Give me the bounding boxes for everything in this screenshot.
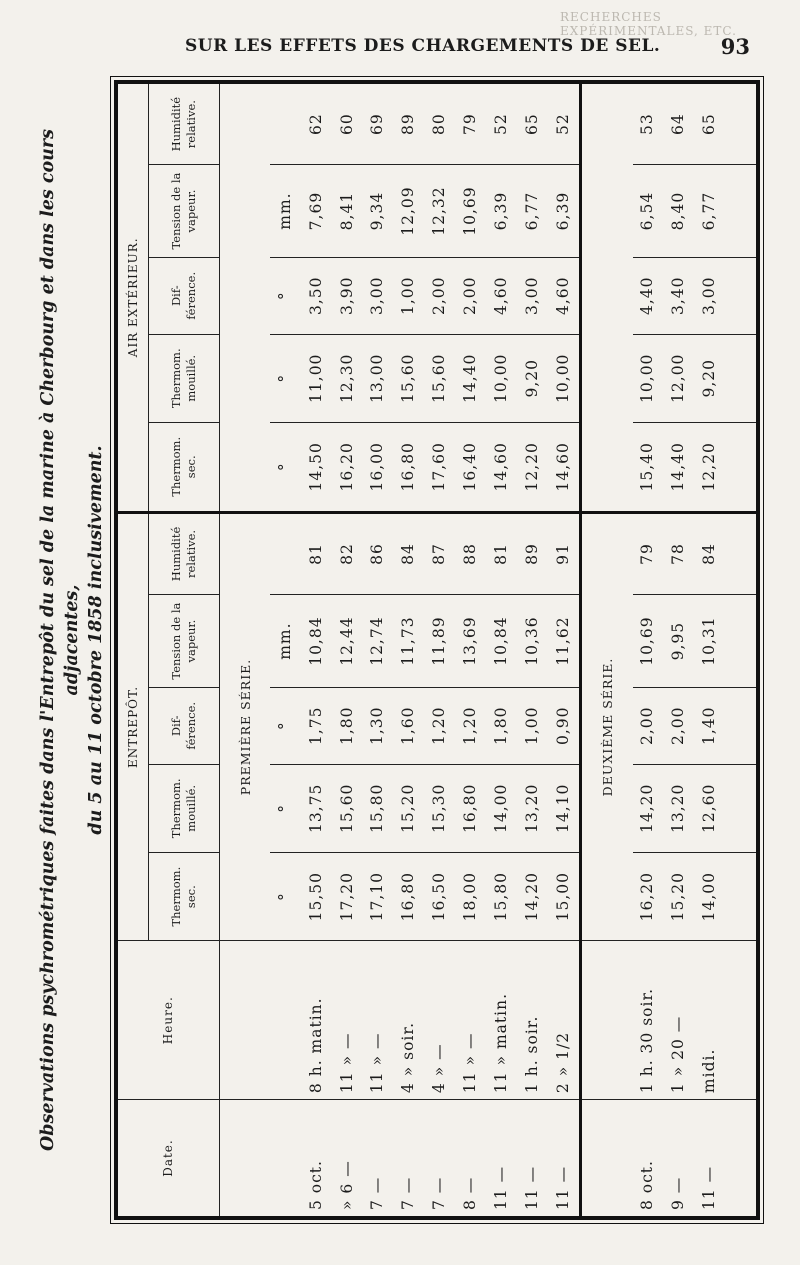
- cell-e-sec: 17,10: [363, 852, 394, 940]
- cell-e-mou: 14,00: [486, 764, 517, 852]
- cell-a-hum: 52: [486, 84, 517, 165]
- cell-a-sec: 16,00: [363, 422, 394, 512]
- cell-e-ten: 13,69: [455, 595, 486, 688]
- cell-e-ten: 11,73: [393, 595, 424, 688]
- cell-a-hum: 62: [301, 84, 332, 165]
- cell-hour: midi.: [694, 941, 725, 1100]
- cell-e-hum: 82: [332, 512, 363, 595]
- running-head-title: SUR LES EFFETS DES CHARGEMENTS DE SEL.: [185, 36, 661, 56]
- psychrometric-table: [114, 80, 760, 1220]
- cell-e-ten: 9,95: [663, 595, 694, 688]
- cell-a-hum: 53: [633, 84, 664, 165]
- cell-date: 8 oct.: [638, 1160, 657, 1210]
- cell-a-sec: 12,20: [694, 422, 725, 512]
- cell-e-sec: 15,80: [486, 852, 517, 940]
- cell-e-mou: 13,20: [663, 764, 694, 852]
- col-header-e-tension: Tension de la vapeur.: [149, 595, 220, 688]
- cell-a-ten: 7,69: [301, 165, 332, 258]
- cell-e-mou: 15,20: [393, 764, 424, 852]
- table-row: [393, 84, 424, 1216]
- cell-hour: 4 » soir.: [393, 941, 424, 1100]
- table-row: [547, 84, 580, 1216]
- table-row: [633, 84, 664, 1216]
- table-row: [363, 84, 394, 1216]
- cell-a-dif: 3,90: [332, 257, 363, 334]
- cell-a-sec: 14,60: [547, 422, 580, 512]
- cell-a-sec: 14,60: [486, 422, 517, 512]
- cell-e-mou: 15,80: [363, 764, 394, 852]
- cell-a-mou: 9,20: [694, 334, 725, 422]
- cell-a-hum: 65: [694, 84, 725, 165]
- table-row: [486, 84, 517, 1216]
- cell-date: » 6 —: [337, 1160, 356, 1210]
- cell-e-sec: 15,50: [301, 852, 332, 940]
- cell-a-ten: 8,41: [332, 165, 363, 258]
- cell-date: 11 —: [522, 1165, 541, 1210]
- cell-a-sec: 16,20: [332, 422, 363, 512]
- cell-a-ten: 6,39: [547, 165, 580, 258]
- cell-e-mou: 13,75: [301, 764, 332, 852]
- table-row: [424, 84, 455, 1216]
- cell-e-ten: 10,69: [633, 595, 664, 688]
- cell-e-dif: 1,20: [424, 687, 455, 764]
- col-header-a-mouille: Thermom. mouillé.: [149, 334, 220, 422]
- cell-e-hum: 86: [363, 512, 394, 595]
- running-head: [0, 36, 800, 62]
- cell-a-sec: 16,40: [455, 422, 486, 512]
- cell-e-ten: 12,74: [363, 595, 394, 688]
- unit-degree: °: [270, 257, 301, 334]
- cell-e-dif: 1,30: [363, 687, 394, 764]
- cell-e-dif: 1,75: [301, 687, 332, 764]
- cell-a-hum: 52: [547, 84, 580, 165]
- cell-a-mou: 15,60: [393, 334, 424, 422]
- cell-e-dif: 1,80: [486, 687, 517, 764]
- table-row: [694, 84, 725, 1216]
- cell-a-mou: 10,00: [633, 334, 664, 422]
- cell-a-dif: 3,00: [517, 257, 548, 334]
- cell-e-hum: 87: [424, 512, 455, 595]
- cell-a-hum: 60: [332, 84, 363, 165]
- unit-degree: °: [270, 764, 301, 852]
- cell-a-dif: 4,40: [633, 257, 664, 334]
- cell-hour: 11 » —: [332, 941, 363, 1100]
- col-header-date: Date.: [118, 1100, 220, 1216]
- cell-a-mou: 13,00: [363, 334, 394, 422]
- cell-e-dif: 1,00: [517, 687, 548, 764]
- cell-e-mou: 13,20: [517, 764, 548, 852]
- cell-date: 9 —: [669, 1176, 688, 1210]
- cell-a-sec: 17,60: [424, 422, 455, 512]
- cell-e-hum: 91: [547, 512, 580, 595]
- cell-hour: 4 » —: [424, 941, 455, 1100]
- cell-a-mou: 10,00: [547, 334, 580, 422]
- cell-date: 11 —: [700, 1165, 719, 1210]
- group-header-entrepot: ENTREPÔT.: [118, 512, 149, 941]
- cell-a-mou: 12,00: [663, 334, 694, 422]
- cell-e-ten: 10,84: [486, 595, 517, 688]
- cell-a-sec: 14,40: [663, 422, 694, 512]
- cell-e-dif: 1,60: [393, 687, 424, 764]
- cell-hour: 1 h. 30 soir.: [633, 941, 664, 1100]
- table-row: [663, 84, 694, 1216]
- cell-e-sec: 15,20: [663, 852, 694, 940]
- cell-e-hum: 84: [393, 512, 424, 595]
- col-header-a-humid: Humidité relative.: [149, 84, 220, 165]
- cell-date: 7 —: [399, 1176, 418, 1210]
- cell-a-mou: 10,00: [486, 334, 517, 422]
- cell-e-dif: 0,90: [547, 687, 580, 764]
- page-number: 93: [720, 34, 750, 59]
- cell-e-ten: 10,36: [517, 595, 548, 688]
- unit-mm: mm.: [270, 595, 301, 688]
- cell-a-sec: 16,80: [393, 422, 424, 512]
- cell-a-hum: 79: [455, 84, 486, 165]
- cell-a-ten: 9,34: [363, 165, 394, 258]
- cell-e-sec: 16,20: [633, 852, 664, 940]
- cell-hour: 8 h. matin.: [301, 941, 332, 1100]
- cell-hour: 1 h. soir.: [517, 941, 548, 1100]
- cell-e-sec: 16,50: [424, 852, 455, 940]
- cell-e-hum: 81: [301, 512, 332, 595]
- cell-a-hum: 65: [517, 84, 548, 165]
- col-header-e-humid: Humidité relative.: [149, 512, 220, 595]
- cell-a-ten: 6,77: [694, 165, 725, 258]
- cell-a-mou: 15,60: [424, 334, 455, 422]
- unit-degree: °: [270, 852, 301, 940]
- cell-a-ten: 12,09: [393, 165, 424, 258]
- cell-hour: 11 » —: [455, 941, 486, 1100]
- cell-e-ten: 12,44: [332, 595, 363, 688]
- cell-a-dif: 1,00: [393, 257, 424, 334]
- col-header-a-tension: Tension de la vapeur.: [149, 165, 220, 258]
- cell-a-mou: 14,40: [455, 334, 486, 422]
- table-row: [517, 84, 548, 1216]
- cell-a-hum: 64: [663, 84, 694, 165]
- cell-a-dif: 2,00: [424, 257, 455, 334]
- cell-hour: 1 » 20 —: [663, 941, 694, 1100]
- caption-line-2: du 5 au 11 octobre 1858 inclusivement.: [86, 445, 106, 835]
- cell-a-dif: 3,40: [663, 257, 694, 334]
- col-header-hour: Heure.: [118, 941, 220, 1100]
- cell-e-ten: 10,31: [694, 595, 725, 688]
- cell-e-hum: 78: [663, 512, 694, 595]
- cell-date: 11 —: [491, 1165, 510, 1210]
- caption-line-1: Observations psychrométriques faites dans l'Entrepôt du sel de la marine à Cherbourg et dans les cours adjacentes,: [38, 129, 82, 1151]
- cell-e-dif: 1,20: [455, 687, 486, 764]
- group-header-air: AIR EXTÉRIEUR.: [118, 84, 149, 512]
- cell-date: 8 —: [460, 1176, 479, 1210]
- cell-a-hum: 69: [363, 84, 394, 165]
- cell-a-ten: 10,69: [455, 165, 486, 258]
- cell-date: 5 oct.: [306, 1160, 325, 1210]
- series2-label: DEUXIÈME SÉRIE.: [580, 512, 632, 941]
- cell-e-dif: 2,00: [663, 687, 694, 764]
- cell-a-hum: 80: [424, 84, 455, 165]
- cell-a-mou: 12,30: [332, 334, 363, 422]
- col-header-e-diff: Dif- férence.: [149, 687, 220, 764]
- cell-e-dif: 1,80: [332, 687, 363, 764]
- cell-a-mou: 11,00: [301, 334, 332, 422]
- cell-a-ten: 8,40: [663, 165, 694, 258]
- cell-hour: 11 » matin.: [486, 941, 517, 1100]
- cell-e-mou: 14,20: [633, 764, 664, 852]
- cell-e-dif: 1,40: [694, 687, 725, 764]
- cell-e-mou: 12,60: [694, 764, 725, 852]
- cell-e-sec: 14,00: [694, 852, 725, 940]
- cell-e-ten: 11,62: [547, 595, 580, 688]
- series1-label-entrepot: PREMIÈRE SÉRIE.: [220, 512, 271, 941]
- cell-e-sec: 14,20: [517, 852, 548, 940]
- unit-degree: °: [270, 422, 301, 512]
- cell-e-ten: 10,84: [301, 595, 332, 688]
- unit-mm: mm.: [270, 165, 301, 258]
- col-header-a-sec: Thermom. sec.: [149, 422, 220, 512]
- cell-a-dif: 3,00: [694, 257, 725, 334]
- cell-e-sec: 17,20: [332, 852, 363, 940]
- table-caption: [36, 110, 108, 1170]
- cell-a-ten: 6,77: [517, 165, 548, 258]
- cell-date: 7 —: [368, 1176, 387, 1210]
- cell-a-ten: 6,54: [633, 165, 664, 258]
- cell-a-sec: 12,20: [517, 422, 548, 512]
- cell-e-ten: 11,89: [424, 595, 455, 688]
- unit-degree: °: [270, 334, 301, 422]
- cell-a-dif: 4,60: [486, 257, 517, 334]
- cell-e-sec: 18,00: [455, 852, 486, 940]
- table-row: [332, 84, 363, 1216]
- cell-a-dif: 3,00: [363, 257, 394, 334]
- cell-a-dif: 4,60: [547, 257, 580, 334]
- col-header-e-mouille: Thermom. mouillé.: [149, 764, 220, 852]
- cell-e-hum: 79: [633, 512, 664, 595]
- col-header-e-sec: Thermom. sec.: [149, 852, 220, 940]
- cell-a-dif: 2,00: [455, 257, 486, 334]
- cell-date: 11 —: [553, 1165, 572, 1210]
- cell-e-dif: 2,00: [633, 687, 664, 764]
- cell-e-mou: 15,30: [424, 764, 455, 852]
- cell-e-hum: 84: [694, 512, 725, 595]
- cell-date: 7 —: [430, 1176, 449, 1210]
- col-header-a-diff: Dif- férence.: [149, 257, 220, 334]
- cell-e-sec: 15,00: [547, 852, 580, 940]
- cell-e-mou: 14,10: [547, 764, 580, 852]
- unit-degree: °: [270, 687, 301, 764]
- bleed-through-text: RECHERCHES EXPÉRIMENTALES, ETC.: [560, 10, 737, 38]
- cell-e-hum: 89: [517, 512, 548, 595]
- cell-a-ten: 6,39: [486, 165, 517, 258]
- cell-e-hum: 88: [455, 512, 486, 595]
- table-row: [455, 84, 486, 1216]
- cell-a-sec: 14,50: [301, 422, 332, 512]
- cell-a-ten: 12,32: [424, 165, 455, 258]
- cell-e-hum: 81: [486, 512, 517, 595]
- table-row: [301, 84, 332, 1216]
- cell-hour: 11 » —: [363, 941, 394, 1100]
- cell-e-sec: 16,80: [393, 852, 424, 940]
- cell-a-dif: 3,50: [301, 257, 332, 334]
- cell-a-sec: 15,40: [633, 422, 664, 512]
- cell-e-mou: 16,80: [455, 764, 486, 852]
- cell-hour: 2 » 1/2: [547, 941, 580, 1100]
- cell-e-mou: 15,60: [332, 764, 363, 852]
- cell-a-hum: 89: [393, 84, 424, 165]
- cell-a-mou: 9,20: [517, 334, 548, 422]
